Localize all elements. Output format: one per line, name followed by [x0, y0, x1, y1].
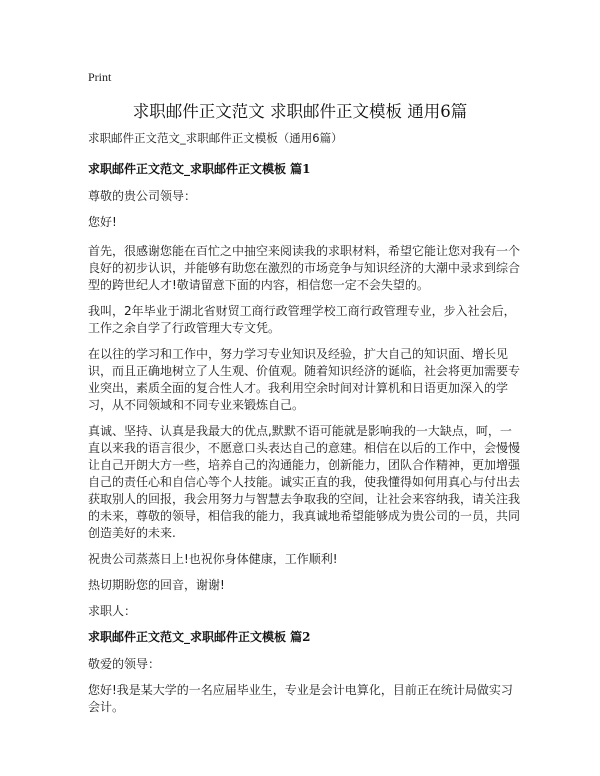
section-1-paragraph-1: 首先，很感谢您能在百忙之中抽空来阅读我的求职材料，希望它能让您对我有一个良好的初步认识，并能够有助您在激烈的市场竞争与知识经济的大潮中录求到综合型的跨世纪人才!敬请留意下面的内容，相信您一定不会失望的。 [88, 244, 521, 292]
print-link[interactable]: Print [88, 70, 112, 84]
section-1-greeting: 您好! [88, 215, 117, 229]
section-1-heading: 求职邮件正文范文_求职邮件正文模板 篇1 [88, 162, 311, 176]
section-2-heading: 求职邮件正文范文_求职邮件正文模板 篇2 [88, 630, 311, 644]
section-1-paragraph-2: 我叫，2年毕业于湖北省财贸工商行政管理学校工商行政管理专业，步入社会后，工作之余自学了行政管理大专文凭。 [88, 304, 516, 335]
document-body [88, 130, 520, 725]
section-1-signature: 求职人： [88, 604, 137, 618]
section-2-paragraph-1: 您好!我是某大学的一名应届毕业生，专业是会计电算化，目前正在统计局做实习会计。 [88, 683, 513, 714]
section-1-wish: 祝贵公司蒸蒸日上!也祝你身体健康，工作顺利! [88, 552, 338, 566]
section-1-salutation: 尊敬的贵公司领导： [88, 189, 197, 203]
page-title: 求职邮件正文范文 求职邮件正文模板 通用6篇 [132, 102, 468, 121]
section-1-paragraph-4: 真诚、坚持、认真是我最大的优点,默默不语可能就是影响我的一大缺点，呵，一直以来我的语言很少，不愿意口头表达自己的意建。相信在以后的工作中，会慢慢让自己开朗大方一些，培养自己的沟通能力，创新能力，团队合作精神，更加增强自己的责任心和自信心等个人技能。诚实正直的我，使我懂得如何用真心与付出去获取别人的回报，我会用努力与智慧去争取我的空间，让社会来容纳我，请关注我的未来，尊敬的领导，相信我的能力，我真诚地希望能够成为贵公司的一员，共同创造美好的未来. [88, 424, 521, 540]
document-subtitle: 求职邮件正文范文_求职邮件正文模板（通用6篇） [88, 131, 343, 145]
section-1-expect: 热切期盼您的回音，谢谢! [88, 578, 225, 592]
section-2-salutation: 敬爱的领导： [88, 657, 161, 671]
section-1-paragraph-3: 在以往的学习和工作中，努力学习专业知识及经验，扩大自己的知识面、增长见识，而且正确地树立了人生观、价值观。随着知识经济的诞临，社会将更加需要专业突出，素质全面的复合性人才。我利用空余时间对计算机和日语更加深入的学习，从不同领域和不同专业来锻炼自己。 [88, 347, 521, 412]
